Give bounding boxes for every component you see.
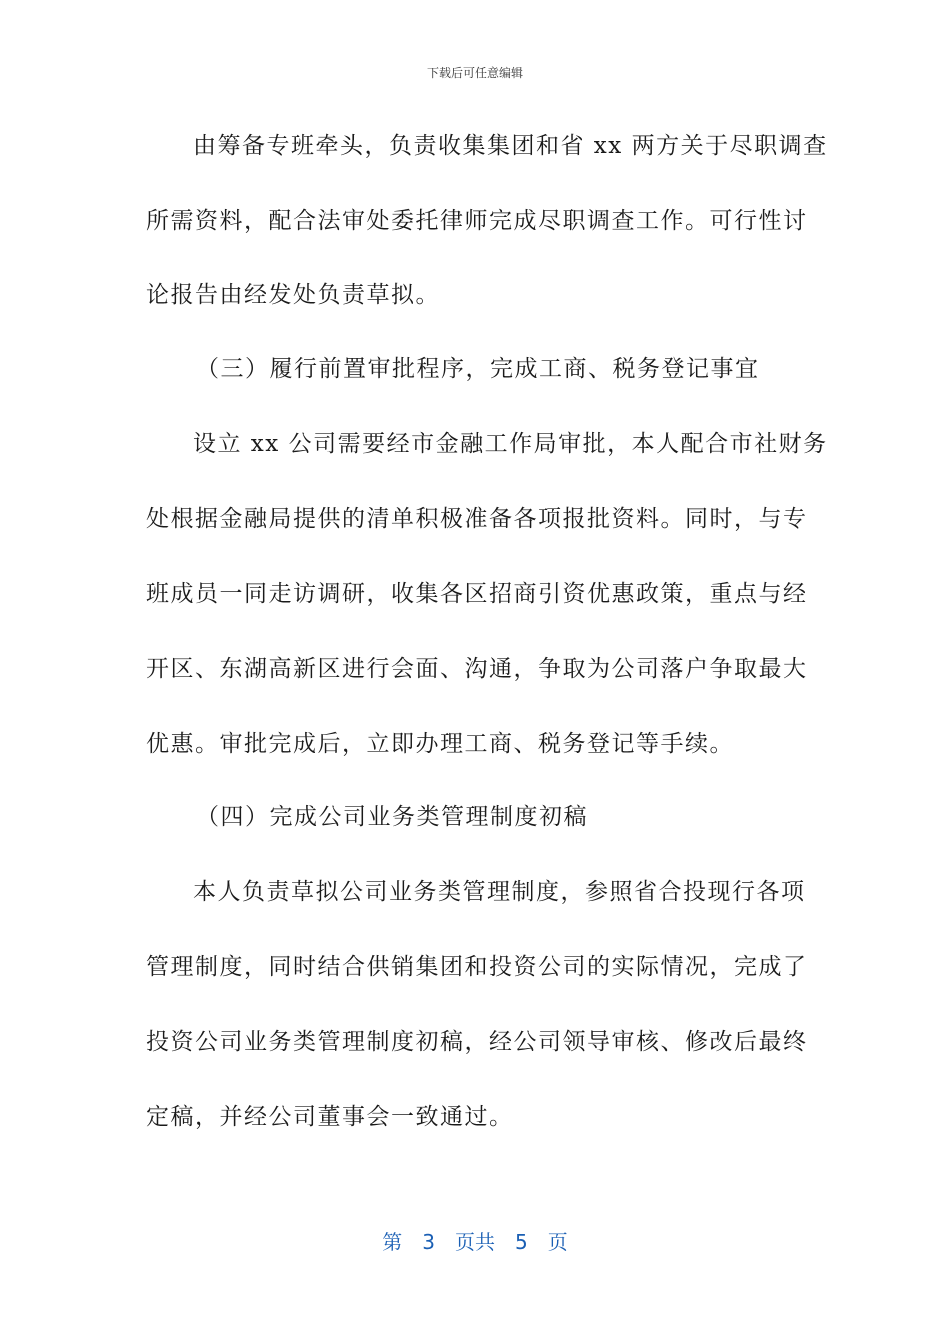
footer-current-page: 3 xyxy=(422,1230,435,1254)
body-line: 处根据金融局提供的清单积极准备各项报批资料。同时，与专 xyxy=(146,506,808,532)
body-line: 所需资料，配合法审处委托律师完成尽职调查工作。可行性讨 xyxy=(146,208,808,234)
footer-of-label: 页共 xyxy=(455,1230,495,1254)
body-line: 班成员一同走访调研，收集各区招商引资优惠政策，重点与经 xyxy=(146,581,808,607)
page-header: 下载后可任意编辑 xyxy=(426,66,523,80)
page-footer xyxy=(0,1226,950,1255)
body-line: 优惠。审批完成后，立即办理工商、税务登记等手续。 xyxy=(146,731,734,757)
body-line: 论报告由经发处负责草拟。 xyxy=(146,282,440,308)
footer-total-pages: 5 xyxy=(515,1230,528,1254)
body-line: 定稿，并经公司董事会一致通过。 xyxy=(146,1104,514,1130)
body-line: 管理制度，同时结合供销集团和投资公司的实际情况，完成了 xyxy=(146,954,808,980)
section-heading: （四）完成公司业务类管理制度初稿 xyxy=(196,804,588,830)
body-line: 投资公司业务类管理制度初稿，经公司领导审核、修改后最终 xyxy=(146,1029,808,1055)
footer-end-label: 页 xyxy=(547,1230,568,1254)
body-line: 本人负责草拟公司业务类管理制度，参照省合投现行各项 xyxy=(193,879,806,905)
body-line: 开区、东湖高新区进行会面、沟通，争取为公司落户争取最大 xyxy=(146,656,808,682)
footer-page-label: 第 xyxy=(382,1230,403,1254)
section-heading: （三）履行前置审批程序，完成工商、税务登记事宜 xyxy=(196,356,760,382)
body-line: 由筹备专班牵头，负责收集集团和省 xx 两方关于尽职调查 xyxy=(193,133,828,159)
body-line: 设立 xx 公司需要经市金融工作局审批，本人配合市社财务 xyxy=(193,431,828,457)
